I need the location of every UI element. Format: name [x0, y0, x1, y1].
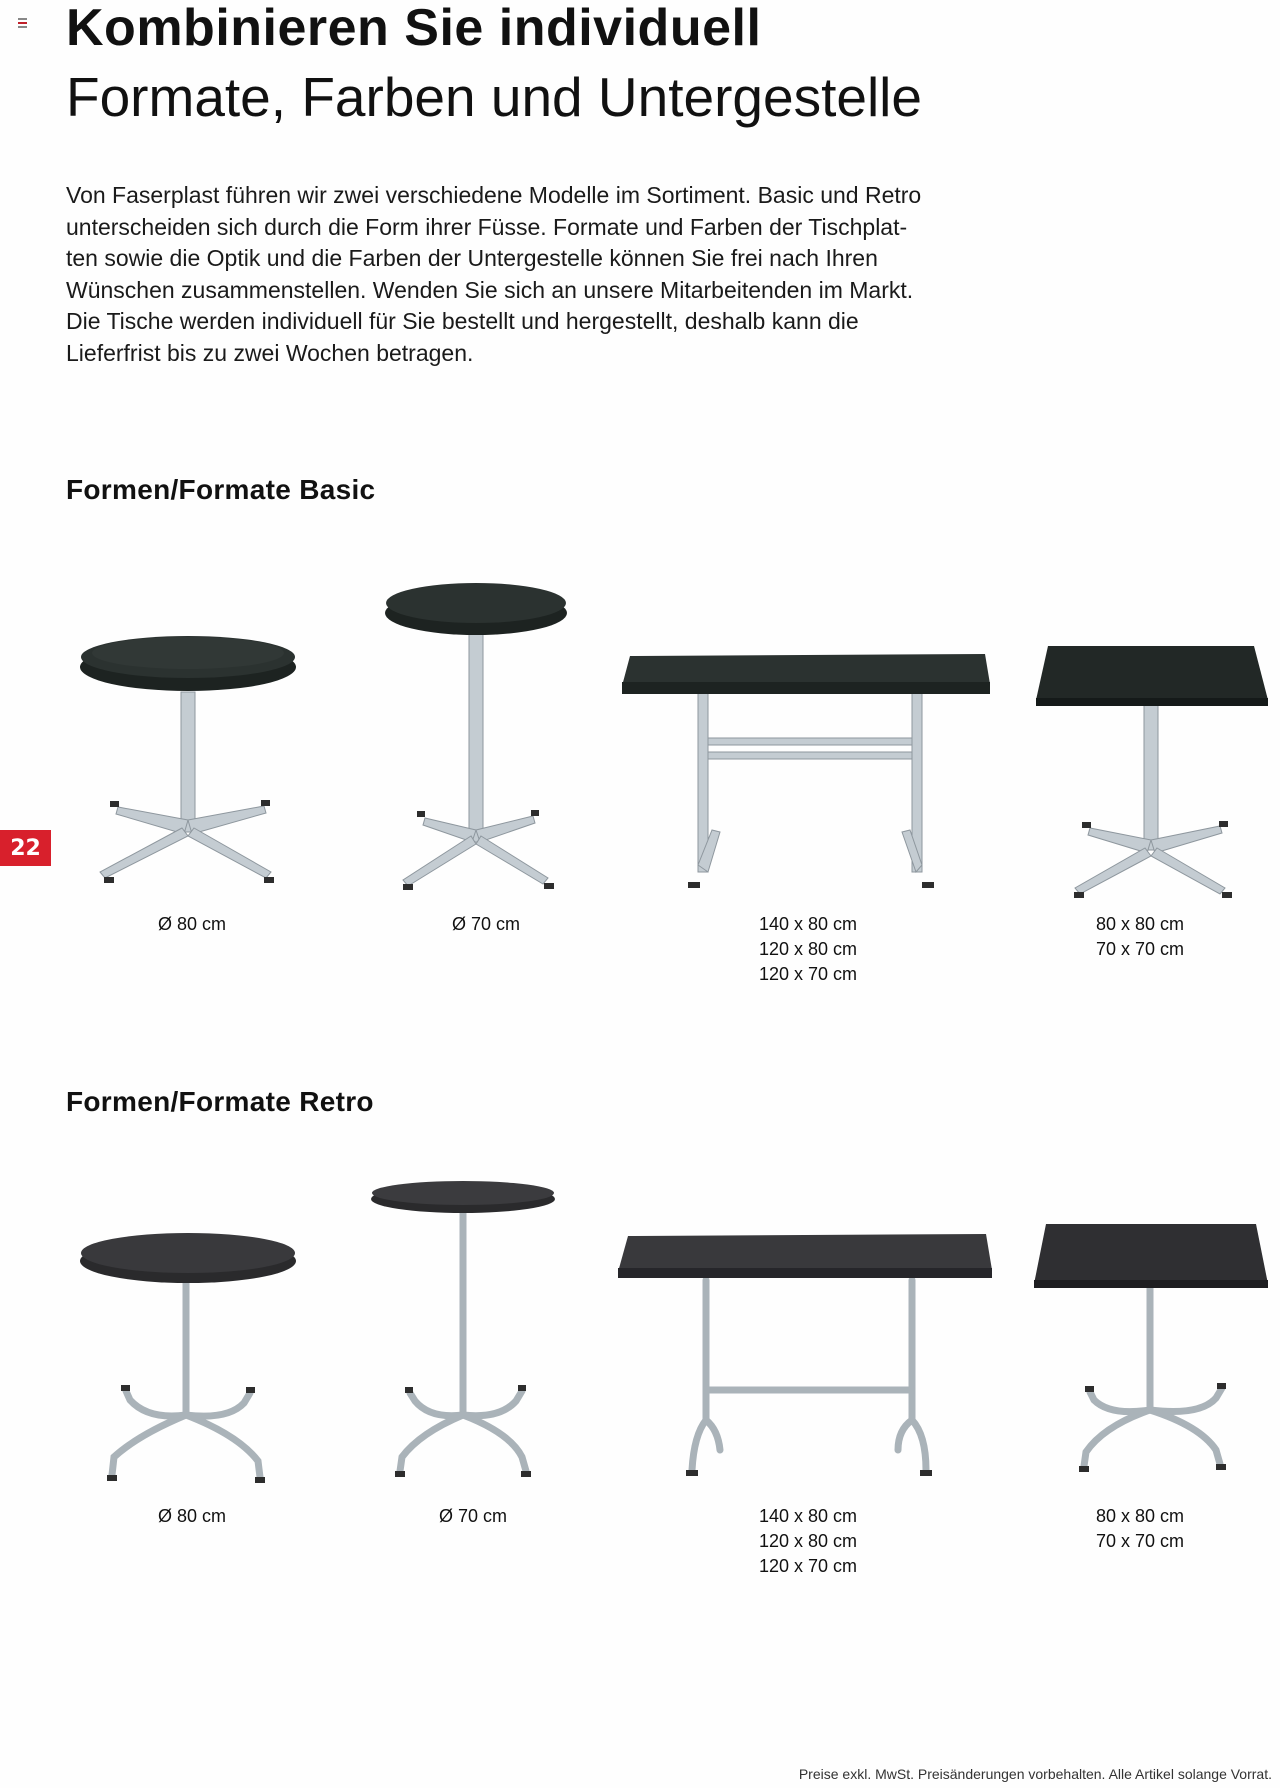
caption-basic-round-80	[92, 912, 292, 937]
section-heading-basic: Formen/Formate Basic	[66, 474, 376, 505]
page-number: 22	[0, 830, 51, 866]
caption-line: 80 x 80 cm	[1095, 914, 1185, 934]
caption-line: 120 x 70 cm	[758, 964, 858, 984]
caption-basic-round-70	[386, 912, 586, 937]
retro-rect-table-image	[616, 1230, 996, 1490]
caption-basic-square	[1040, 912, 1240, 962]
retro-square-table-image	[1030, 1220, 1270, 1490]
basic-square-table-image	[1030, 640, 1270, 900]
retro-round-table-70-image	[370, 1175, 570, 1490]
basic-round-table-70-image	[383, 570, 583, 900]
caption-line: Ø 70 cm	[451, 914, 521, 934]
basic-rect-table-image	[620, 650, 995, 900]
caption-line: 140 x 80 cm	[758, 914, 858, 934]
caption-line: 80 x 80 cm	[1095, 1506, 1185, 1526]
intro-line: ten sowie die Optik und die Farben der Untergestelle können Sie frei nach Ihren	[66, 245, 878, 272]
basic-round-table-80-image	[78, 620, 303, 895]
intro-line: Wünschen zusammenstellen. Wenden Sie sich an unsere Mitarbeitenden im Markt.	[66, 276, 914, 303]
caption-line: Ø 80 cm	[157, 914, 227, 934]
caption-line: 120 x 80 cm	[758, 939, 858, 959]
caption-retro-round-70	[373, 1504, 573, 1529]
caption-line: 120 x 70 cm	[758, 1556, 858, 1576]
intro-line: Die Tische werden individuell für Sie bestellt und hergestellt, deshalb kann die	[66, 308, 859, 335]
intro-line: unterscheiden sich durch die Form ihrer Füsse. Formate und Farben der Tischplat-	[66, 213, 908, 240]
caption-retro-round-80	[92, 1504, 292, 1529]
caption-line: 120 x 80 cm	[758, 1531, 858, 1551]
page-title: Kombinieren Sie individuell	[66, 0, 762, 57]
caption-line: Ø 80 cm	[157, 1506, 227, 1526]
intro-paragraph	[66, 180, 986, 370]
caption-retro-rect	[708, 1504, 908, 1579]
caption-line: Ø 70 cm	[438, 1506, 508, 1526]
caption-line: 70 x 70 cm	[1095, 1531, 1185, 1551]
intro-line: Lieferfrist bis zu zwei Wochen betragen.	[66, 339, 474, 366]
caption-retro-square	[1040, 1504, 1240, 1554]
caption-line: 140 x 80 cm	[758, 1506, 858, 1526]
intro-line: Von Faserplast führen wir zwei verschiedene Modelle im Sortiment. Basic und Retro	[66, 182, 922, 208]
caption-basic-rect	[708, 912, 908, 987]
section-heading-retro: Formen/Formate Retro	[66, 1086, 374, 1117]
footer-disclaimer: Preise exkl. MwSt. Preisänderungen vorbehalten. Alle Artikel solange Vorrat.	[798, 1766, 1272, 1782]
caption-line: 70 x 70 cm	[1095, 939, 1185, 959]
page-subtitle: Formate, Farben und Untergestelle	[66, 66, 922, 128]
retro-round-table-80-image	[78, 1225, 303, 1490]
corner-mark-icon	[18, 18, 27, 30]
